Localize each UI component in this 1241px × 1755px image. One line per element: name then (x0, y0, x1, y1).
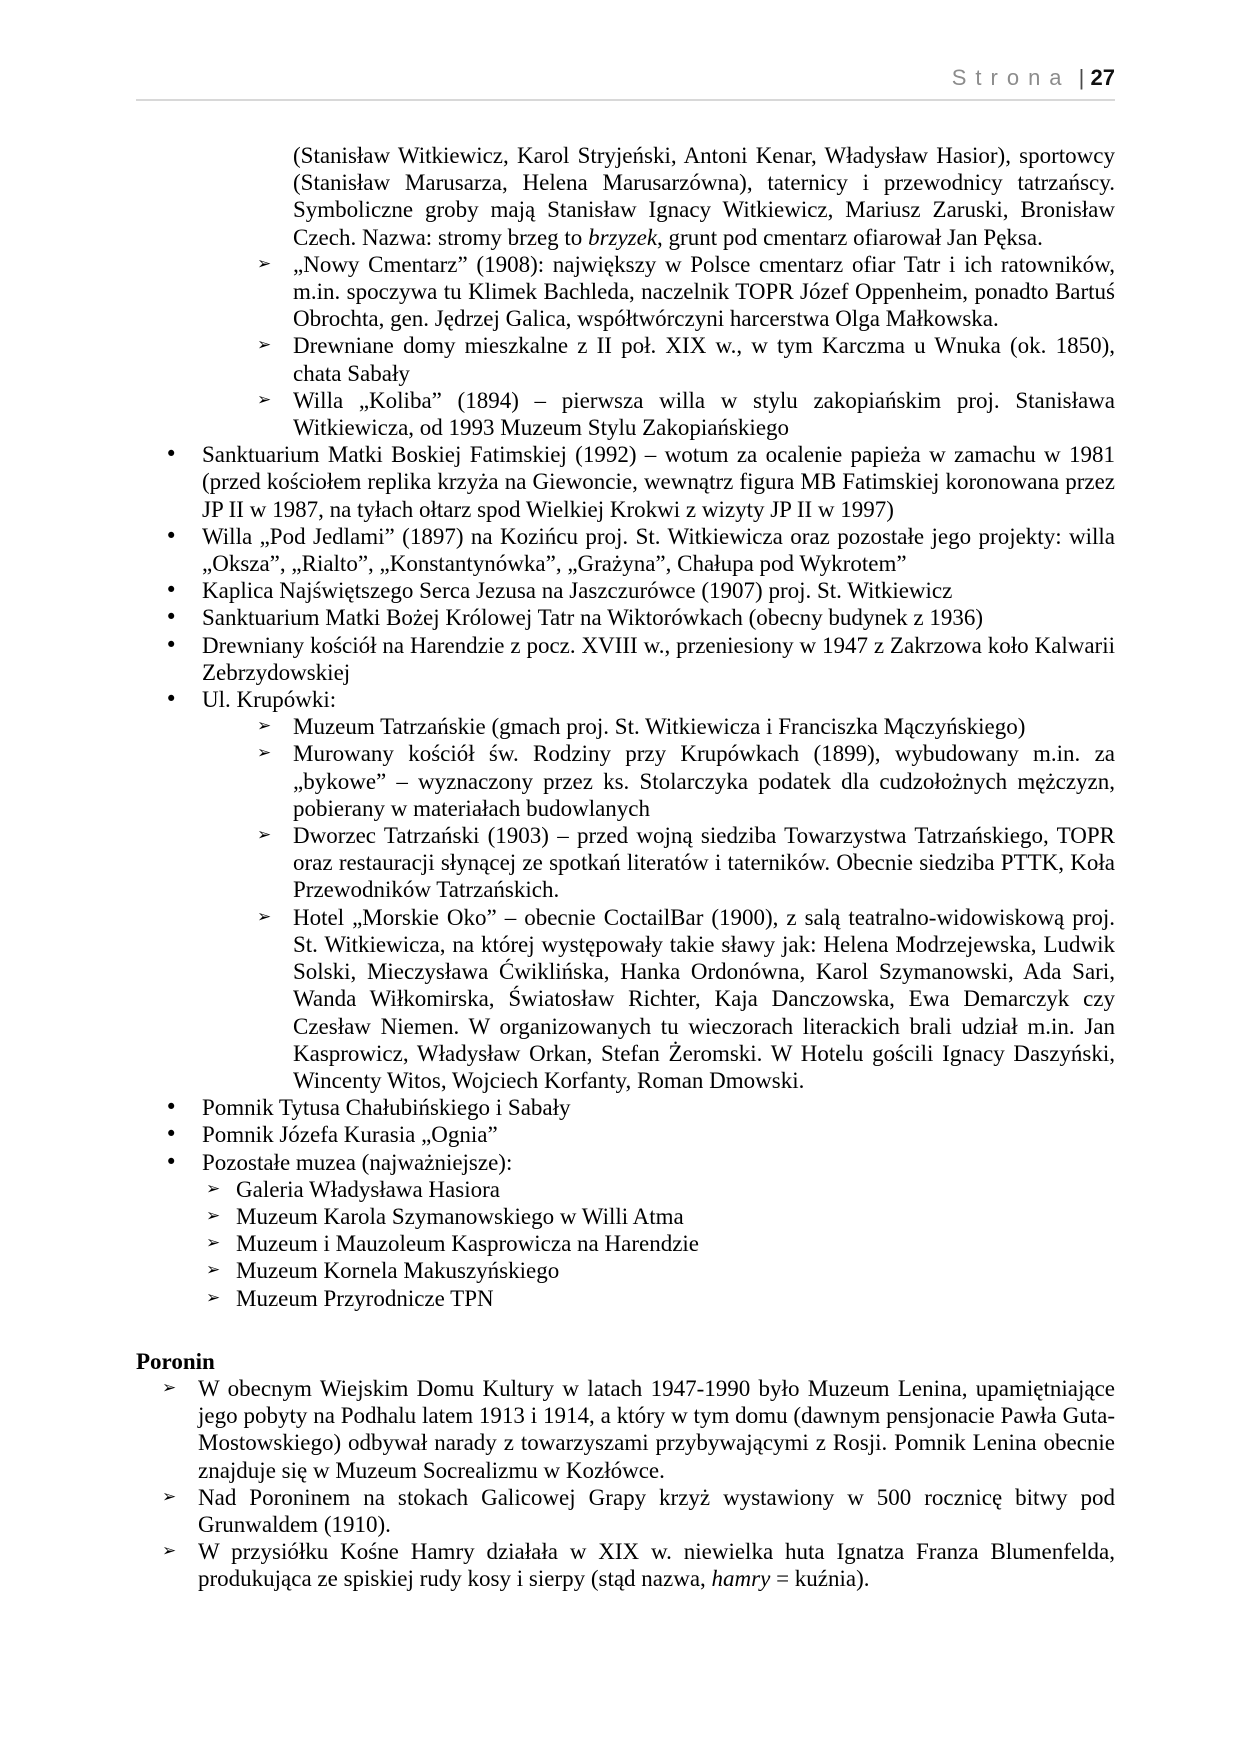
arrow-bullet-icon: ➢ (257, 335, 272, 356)
arrow-bullet-icon: ➢ (206, 1287, 221, 1308)
page-header-separator: | (1078, 65, 1085, 90)
bullet-icon: • (165, 523, 178, 548)
italic-term: brzyzek (588, 224, 658, 250)
list-item-text: Sanktuarium Matki Boskiej Fatimskiej (1992) – wotum za ocalenie papieża w zamachu w 1981 (przed kościołem replika krzyża na Giewoncie, wewnątrz figura MB Fatimskiej koronowana przez JP II w 1987, na tyłach ołtarz spod Wielkiej Krokwi z wizyty JP II w 1997) (202, 442, 1115, 522)
list-item (136, 904, 1115, 1094)
bullet-icon: • (165, 605, 178, 630)
list-item (136, 1149, 1115, 1176)
list-item (136, 251, 1115, 333)
list-item-text: Dworzec Tatrzański (1903) – przed wojną siedziba Towarzystwa Tatrzańskiego, TOPR oraz restauracji słynącej ze spotkań literatów i taterników. Obecnie siedziba PTTK, Koła Przewodników Tatrzańskich. (293, 823, 1115, 903)
arrow-bullet-icon: ➢ (162, 1486, 177, 1507)
page-number: 27 (1090, 65, 1115, 90)
bullet-icon: • (165, 1149, 178, 1174)
arrow-bullet-icon: ➢ (257, 825, 272, 846)
list-item-text: Willa „Pod Jedlami” (1897) na Kozińcu proj. St. Witkiewicza oraz pozostałe jego projekty: willa „Oksza”, „Rialto”, „Konstantynówka”, „Grażyna”, Chałupa pod Wykrotem” (202, 523, 1115, 577)
paragraph-text: (Stanisław Witkiewicz, Karol Stryjeński, Antoni Kenar, Władysław Hasior), sportowcy (Stanisław Marusarza, Helena Marusarzówna), taternicy i przewodnicy tatrzańscy. Symboliczne groby mają Stanisław Ignacy Witkiewicz, Mariusz Zaruski, Bronisław Czech. Nazwa: stromy brzeg to (293, 143, 1115, 250)
list-item-text: W przysiółku Kośne Hamry działała w XIX w. niewielka huta Ignatza Franza Blumenfelda, produkująca ze spiskiej rudy kosy i sierpy (stąd nazwa, (198, 1539, 1115, 1592)
bullet-icon: • (165, 578, 178, 603)
paragraph-text: , grunt pod cmentarz ofiarował Jan Pęksa. (657, 224, 1043, 250)
list-item-text: Drewniane domy mieszkalne z II poł. XIX w., w tym Karczma u Wnuka (ok. 1850), chata Sabały (293, 333, 1115, 386)
list-item (136, 1094, 1115, 1121)
list-item-text: Hotel „Morskie Oko” – obecnie CoctailBar (1900), z salą teatralno-widowiskową proj. St. Witkiewicza, na której występowały takie sławy jak: Helena Modrzejewska, Ludwik Solski, Mieczysława Ćwiklińska, Hanka Ordonówna, Karol Szymanowski, Ada Sari, Wanda Wiłkomirska, Światosław Richter, Kaja Danczowska, Ewa Demarczyk czy Czesław Niemen. W organizowanych tu wieczorach literackich brali udział m.in. Jan Kasprowicz, Władysław Orkan, Stefan Żeromski. W Hotelu gościli Ignacy Daszyński, Wincenty Witos, Wojciech Korfanty, Roman Dmowski. (293, 904, 1115, 1093)
list-item-text: Sanktuarium Matki Bożej Królowej Tatr na Wiktorówkach (obecny budynek z 1936) (202, 605, 983, 631)
list-item (136, 686, 1115, 713)
paragraph-continuation (136, 142, 1115, 251)
bullet-icon: • (165, 687, 178, 712)
list-item (136, 1538, 1115, 1592)
list-item (136, 441, 1115, 523)
list-item (136, 387, 1115, 441)
list-item (136, 577, 1115, 604)
arrow-bullet-icon: ➢ (257, 389, 272, 410)
list-item (136, 1176, 1115, 1203)
list-item-text: Willa „Koliba” (1894) – pierwsza willa w stylu zakopiańskim proj. Stanisława Witkiewicza, od 1993 Muzeum Stylu Zakopiańskiego (293, 387, 1115, 441)
arrow-bullet-icon: ➢ (257, 716, 272, 737)
section-heading-poronin: Poronin (136, 1348, 215, 1374)
list-item-text: Muzeum Tatrzańskie (gmach proj. St. Witkiewicza i Franciszka Mączyńskiego) (293, 714, 1026, 740)
list-item (136, 1484, 1115, 1538)
list-item (136, 604, 1115, 631)
page-header (136, 64, 1115, 92)
italic-term: hamry (711, 1566, 771, 1592)
arrow-bullet-icon: ➢ (257, 906, 272, 927)
arrow-bullet-icon: ➢ (206, 1178, 221, 1199)
bullet-icon: • (165, 1095, 178, 1120)
list-item-text: Galeria Władysława Hasiora (236, 1176, 500, 1202)
list-item-text: Muzeum Karola Szymanowskiego w Willi Atma (236, 1203, 684, 1229)
list-item-text: Nad Poroninem na stokach Galicowej Grapy krzyż wystawiony w 500 rocznicę bitwy pod Grunwaldem (1910). (198, 1484, 1115, 1537)
page-header-word: Strona (951, 65, 1071, 90)
arrow-bullet-icon: ➢ (162, 1377, 177, 1398)
list-item (136, 332, 1115, 386)
list-item-text: = kuźnia). (770, 1566, 870, 1592)
list-item (136, 1285, 1115, 1312)
list-item (136, 1121, 1115, 1148)
list-item (136, 1203, 1115, 1230)
list-item (136, 1375, 1115, 1484)
arrow-bullet-icon: ➢ (257, 743, 272, 764)
header-rule (136, 99, 1115, 101)
list-item-text: Muzeum Kornela Makuszyńskiego (236, 1258, 560, 1284)
list-item-text: Pomnik Józefa Kurasia „Ognia” (202, 1122, 498, 1148)
bullet-icon: • (165, 632, 178, 657)
list-item-text: Kaplica Najświętszego Serca Jezusa na Jaszczurówce (1907) proj. St. Witkiewicz (202, 578, 953, 604)
list-item-text: W obecnym Wiejskim Domu Kultury w latach 1947-1990 było Muzeum Lenina, upamiętniające jego pobyty na Podhalu latem 1913 i 1914, a który w tym domu (dawnym pensjonacie Pawła Guta-Mostowskiego) odbywał narady z towarzyszami przybywającymi z Rosji. Pomnik Lenina obecnie znajduje się w Muzeum Socrealizmu w Kozłówce. (198, 1375, 1115, 1483)
list-item-text: Murowany kościół św. Rodziny przy Krupówkach (1899), wybudowany m.in. za „bykowe” – wyznaczony przez ks. Stolarczyka podatek dla cudzołożnych mężczyzn, pobierany w materiałach budowlanych (293, 741, 1115, 821)
list-item-text: Ul. Krupówki: (202, 687, 337, 713)
list-item-text: „Nowy Cmentarz” (1908): największy w Polsce cmentarz ofiar Tatr i ich ratowników, m.in. spoczywa tu Klimek Bachleda, naczelnik TOPR Józef Oppenheim, ponadto Bartuś Obrochta, gen. Jędrzej Galica, współtwórczyni harcerstwa Olga Małkowska. (293, 251, 1115, 332)
list-item-text: Muzeum Przyrodnicze TPN (236, 1285, 494, 1311)
arrow-bullet-icon: ➢ (206, 1233, 221, 1254)
document-content (136, 142, 1115, 1593)
arrow-bullet-icon: ➢ (206, 1205, 221, 1226)
list-item-text: Pomnik Tytusa Chałubińskiego i Sabały (202, 1095, 571, 1121)
bullet-icon: • (165, 1122, 178, 1147)
list-item (136, 713, 1115, 740)
list-item (136, 523, 1115, 577)
list-item-text: Pozostałe muzea (najważniejsze): (202, 1149, 513, 1175)
list-item-text: Muzeum i Mauzoleum Kasprowicza na Harendzie (236, 1231, 700, 1257)
list-item (136, 822, 1115, 904)
bullet-icon: • (165, 442, 178, 467)
list-item (136, 1230, 1115, 1257)
list-item (136, 1257, 1115, 1284)
list-item-text: Drewniany kościół na Harendzie z pocz. XVIII w., przeniesiony w 1947 z Zakrzowa koło Kalwarii Zebrzydowskiej (202, 632, 1115, 685)
arrow-bullet-icon: ➢ (206, 1260, 221, 1281)
list-item (136, 740, 1115, 822)
arrow-bullet-icon: ➢ (162, 1541, 177, 1562)
list-item (136, 632, 1115, 686)
arrow-bullet-icon: ➢ (257, 253, 272, 274)
